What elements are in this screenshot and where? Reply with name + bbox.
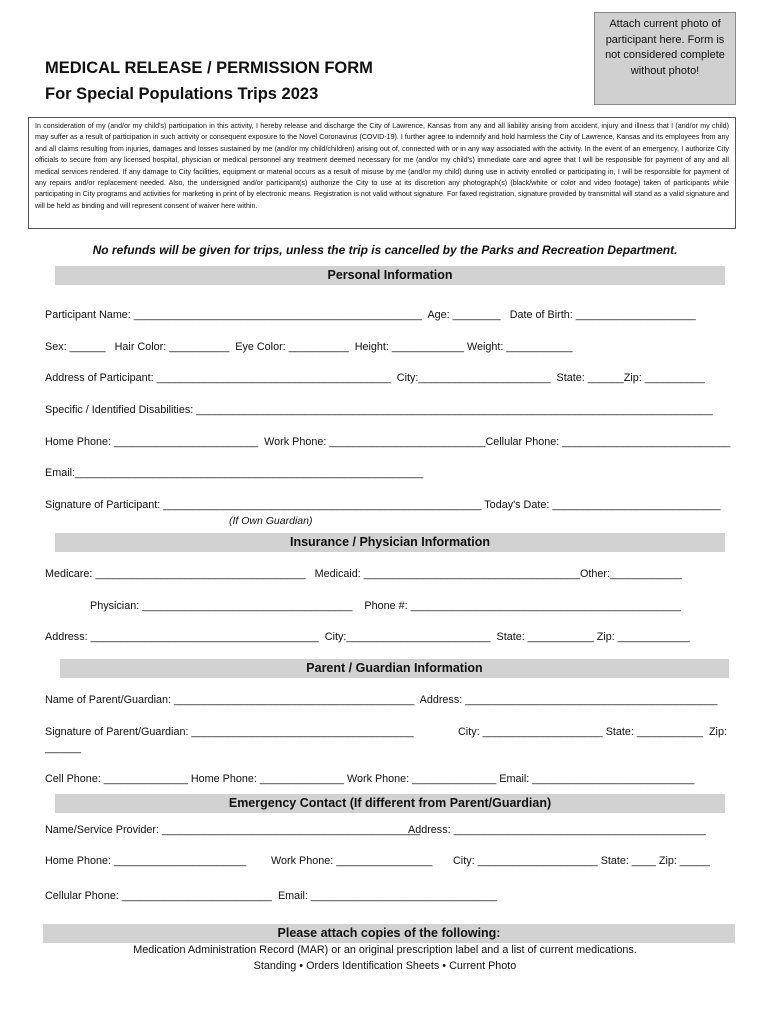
emergency-work-phone-line[interactable]: Work Phone: ________________ [271, 855, 433, 867]
section-parent-header: Parent / Guardian Information [60, 659, 729, 678]
parent-signature-line[interactable]: Signature of Parent/Guardian: _____________________________________ [45, 726, 414, 738]
parent-name-line[interactable]: Name of Parent/Guardian: ________________________________________ Address: __________________________________________ [45, 694, 718, 706]
insurance-line[interactable]: Medicare: ___________________________________ Medicaid: ____________________________________Other:____________ [45, 568, 683, 580]
attach-line-1: Medication Administration Record (MAR) or an original prescription label and a list of current medications. [133, 944, 637, 956]
physical-details-line[interactable]: Sex: ______ Hair Color: __________ Eye Color: __________ Height: ____________ Weight: ___________ [45, 341, 573, 353]
section-emergency-header: Emergency Contact (If different from Parent/Guardian) [55, 794, 725, 813]
section-personal-header: Personal Information [55, 266, 725, 285]
form-subtitle: For Special Populations Trips 2023 [45, 85, 319, 103]
emergency-name-line[interactable]: Name/Service Provider: ___________________________________________ [45, 824, 421, 836]
no-refunds-notice: No refunds will be given for trips, unless the trip is cancelled by the Parks and Recreation Department. [92, 243, 678, 257]
section-attach-header: Please attach copies of the following: [43, 924, 735, 943]
participant-signature-line[interactable]: Signature of Participant: _____________________________________________________ Today's Date: ____________________________ [45, 499, 721, 511]
physician-address-line[interactable]: Address: ______________________________________ City:________________________ State: ___________ Zip: ____________ [45, 631, 690, 643]
section-insurance-header: Insurance / Physician Information [55, 533, 725, 552]
emergency-home-phone-line[interactable]: Home Phone: ______________________ [45, 855, 247, 867]
physician-line[interactable]: Physician: ___________________________________ Phone #: _____________________________________________ [90, 600, 681, 612]
attach-line-2: Standing • Orders Identification Sheets • Current Photo [253, 960, 517, 972]
own-guardian-note: (If Own Guardian) [229, 515, 313, 527]
participant-name-line[interactable]: Participant Name: ________________________________________________ Age: ________ Date of Birth: ____________________ [45, 309, 696, 321]
participant-address-line[interactable]: Address of Participant: _______________________________________ City:______________________ State: ______Zip: __________ [45, 372, 705, 384]
email-line[interactable]: Email:__________________________________________________________ [45, 467, 424, 479]
release-waiver-text: In consideration of my (and/or my child's) participation in this activity, I hereby release and discharge the City of Lawrence, Kansas from any and all liability arising from accident, injury and illness that I (and/or my child) may suffer as a result of participation in such activity or consequent exposure to the Novel Coronavirus (COVID-19). I further agree to indemnify and hold harmless the City of Lawrence, Kansas and its employees from any and all claims resulting from injuries, damages and losses sustained by me (and/or my child/children) arising out of, connected with or in any way associated with the activity. In the event of an emergency, I authorize City officials to secure from any licensed hospital, physician or medical personnel any treatment deemed necessary for me (and/or my child's) immediate care and agree that I will be responsible for payment of any and all medical services rendered. If any damage to City facilities, equipment or material occurs as a result of misuse by me (and/or my child) during use in activity enrolled or participating in, I will be responsible for payment of any repairs and/or replacement needed. Also, the undersigned and/or participant(s) authorize the City to use at its discretion any photograph(s) (black/white or color and video footage) taken of participants while participating in City programs and activities for marketing in print of by electronic means. Registration is not valid without signature. For faxed registration, signature provided by transmittal will stand as a valid signature and will be held as binding and will represent consent of waiver here within. [28, 117, 736, 229]
form-title: MEDICAL RELEASE / PERMISSION FORM [45, 59, 373, 77]
parent-phones-line[interactable]: Cell Phone: ______________ Home Phone: ______________ Work Phone: ______________ Email: ___________________________ [45, 773, 695, 785]
emergency-city-line[interactable]: City: ____________________ State: ____ Zip: _____ [453, 855, 710, 867]
parent-zip-continuation[interactable]: ______ [45, 742, 82, 754]
form-title-block [45, 55, 373, 107]
phone-numbers-line[interactable]: Home Phone: ________________________ Work Phone: __________________________Cellular Phone: ____________________________ [45, 436, 731, 448]
parent-city-state-zip-line[interactable]: City: ____________________ State: ___________ Zip: [458, 726, 727, 738]
emergency-cell-email-line[interactable]: Cellular Phone: _________________________ Email: _______________________________ [45, 890, 498, 902]
emergency-address-line[interactable]: Address: __________________________________________ [408, 824, 706, 836]
disabilities-line[interactable]: Specific / Identified Disabilities: ______________________________________________________________________________________ [45, 404, 713, 416]
photo-placeholder[interactable]: Attach current photo of participant here. Form is not considered complete without photo! [594, 12, 736, 105]
